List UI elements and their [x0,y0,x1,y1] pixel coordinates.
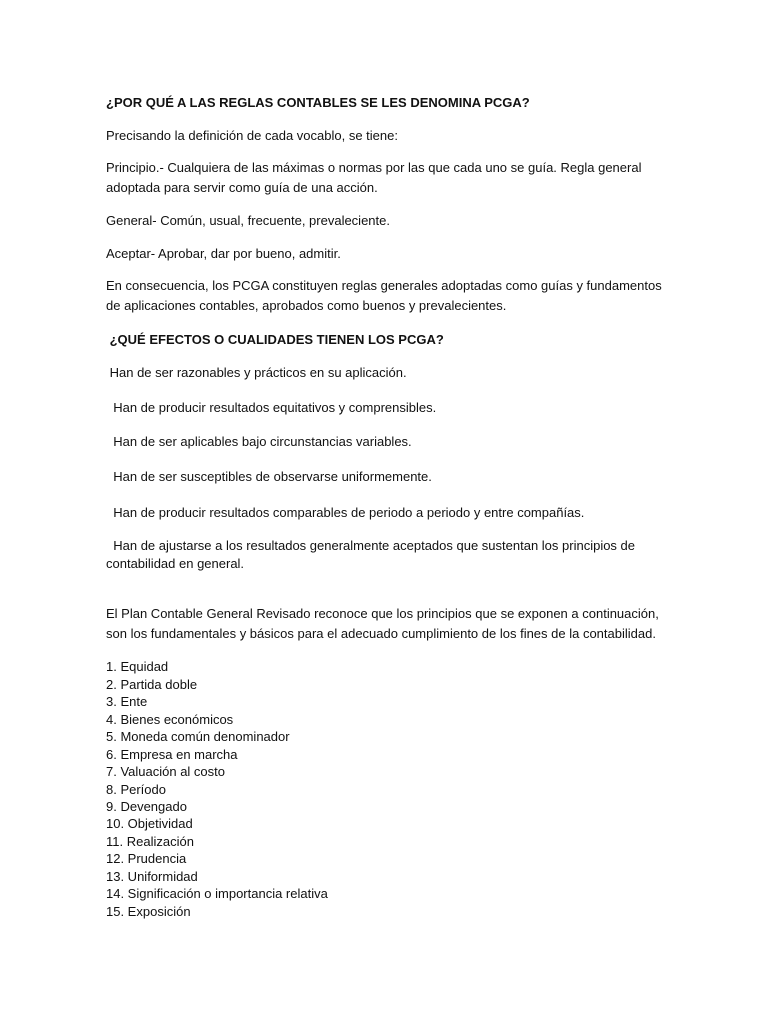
general-definition: General- Común, usual, frecuente, prevaleciente. [106,213,390,228]
aceptar-definition: Aceptar- Aprobar, dar por bueno, admitir. [106,246,341,261]
quality-item: Han de producir resultados comparables de periodo a periodo y entre compañías. [106,505,585,520]
quality-item: Han de ser razonables y prácticos en su aplicación. [106,365,407,380]
principio-definition: Principio.- Cualquiera de las máximas o normas por las que cada uno se guía. Regla general adoptada para servir como guía de una acción. [106,160,642,195]
plan-contable-paragraph: El Plan Contable General Revisado reconoce que los principios que se exponen a continuación, son los fundamentales y básicos para el adecuado cumplimiento de los fines de la contabilidad. [106,606,659,641]
list-item: 2. Partida doble [106,677,198,692]
list-item: 6. Empresa en marcha [106,747,238,762]
list-item: 15. Exposición [106,904,191,919]
list-item: 10. Objetividad [106,816,193,831]
list-item: 1. Equidad [106,659,169,674]
heading-por-que-pcga: ¿POR QUÉ A LAS REGLAS CONTABLES SE LES DENOMINA PCGA? [106,95,530,110]
list-item: 5. Moneda común denominador [106,729,290,744]
quality-item: Han de ser aplicables bajo circunstancias variables. [106,434,412,449]
quality-item: Han de ajustarse a los resultados generalmente aceptados que sustentan los principios de contabilidad en general. [106,538,639,571]
quality-item: Han de producir resultados equitativos y comprensibles. [106,400,437,415]
consecuencia-paragraph: En consecuencia, los PCGA constituyen reglas generales adoptadas como guías y fundamentos de aplicaciones contables, aprobados como buenos y prevalecientes. [106,278,662,313]
list-item: 3. Ente [106,694,148,709]
list-item: 13. Uniformidad [106,869,198,884]
quality-item: Han de ser susceptibles de observarse uniformemente. [106,469,432,484]
list-item: 11. Realización [106,834,194,849]
intro-text: Precisando la definición de cada vocablo, se tiene: [106,128,398,143]
list-item: 12. Prudencia [106,851,187,866]
list-item: 4. Bienes económicos [106,712,234,727]
list-item: 7. Valuación al costo [106,764,225,779]
list-item: 9. Devengado [106,799,187,814]
list-item: 8. Período [106,782,166,797]
list-item: 14. Significación o importancia relativa [106,886,328,901]
heading-efectos-pcga: ¿QUÉ EFECTOS O CUALIDADES TIENEN LOS PCGA? [106,332,444,347]
